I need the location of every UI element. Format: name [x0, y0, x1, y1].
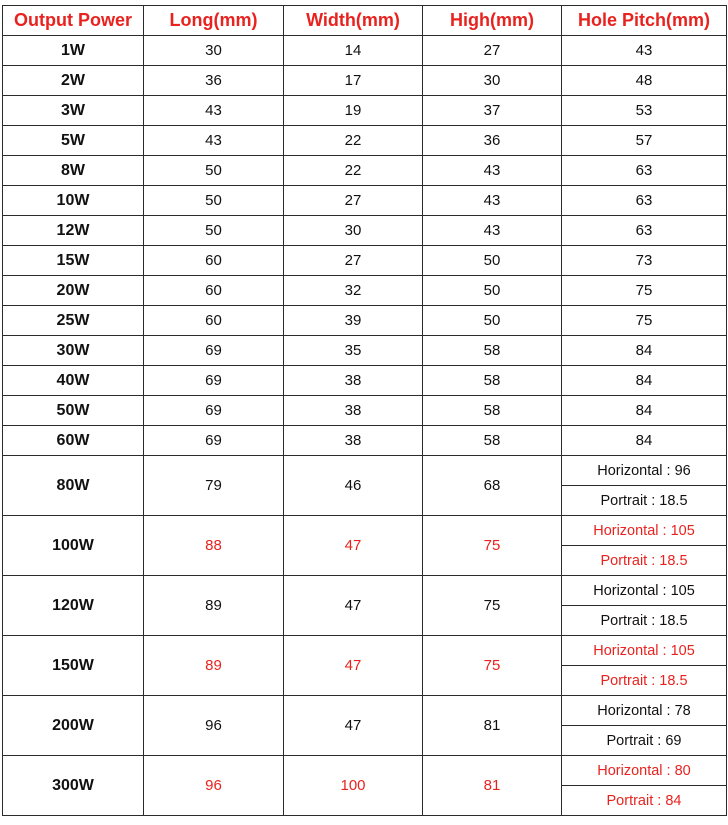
hole-pitch-cell: 57 [562, 126, 727, 156]
long-cell: 60 [144, 276, 284, 306]
long-cell: 69 [144, 366, 284, 396]
output-power-cell: 100W [3, 516, 144, 576]
hole-pitch-cell: 84 [562, 336, 727, 366]
hole-pitch-cell: 84 [562, 396, 727, 426]
high-cell: 81 [423, 696, 562, 756]
header-width: Width(mm) [284, 6, 423, 36]
table-row [3, 516, 727, 546]
table-row [3, 36, 727, 66]
high-cell: 36 [423, 126, 562, 156]
width-cell: 47 [284, 636, 423, 696]
table-row [3, 126, 727, 156]
high-cell: 75 [423, 516, 562, 576]
output-power-cell: 50W [3, 396, 144, 426]
long-cell: 36 [144, 66, 284, 96]
high-cell: 43 [423, 186, 562, 216]
high-cell: 75 [423, 636, 562, 696]
table-row [3, 456, 727, 486]
hole-pitch-cell: Portrait : 18.5 [562, 666, 727, 696]
high-cell: 37 [423, 96, 562, 126]
hole-pitch-cell: Portrait : 18.5 [562, 606, 727, 636]
long-cell: 89 [144, 576, 284, 636]
width-cell: 22 [284, 156, 423, 186]
high-cell: 50 [423, 246, 562, 276]
output-power-cell: 8W [3, 156, 144, 186]
output-power-cell: 25W [3, 306, 144, 336]
width-cell: 32 [284, 276, 423, 306]
header-high: High(mm) [423, 6, 562, 36]
long-cell: 50 [144, 216, 284, 246]
width-cell: 47 [284, 516, 423, 576]
table-row [3, 306, 727, 336]
table-row [3, 66, 727, 96]
long-cell: 50 [144, 156, 284, 186]
hole-pitch-cell: Horizontal : 105 [562, 576, 727, 606]
output-power-cell: 150W [3, 636, 144, 696]
hole-pitch-cell: Horizontal : 78 [562, 696, 727, 726]
width-cell: 38 [284, 396, 423, 426]
width-cell: 38 [284, 426, 423, 456]
header-hole-pitch: Hole Pitch(mm) [562, 6, 727, 36]
high-cell: 58 [423, 396, 562, 426]
table-body [3, 36, 727, 816]
high-cell: 43 [423, 156, 562, 186]
output-power-cell: 12W [3, 216, 144, 246]
high-cell: 75 [423, 576, 562, 636]
table-row [3, 636, 727, 666]
long-cell: 60 [144, 306, 284, 336]
table-row [3, 396, 727, 426]
hole-pitch-cell: Portrait : 18.5 [562, 546, 727, 576]
table-header [3, 6, 727, 36]
output-power-cell: 40W [3, 366, 144, 396]
high-cell: 27 [423, 36, 562, 66]
table-row [3, 156, 727, 186]
output-power-cell: 20W [3, 276, 144, 306]
width-cell: 39 [284, 306, 423, 336]
hole-pitch-cell: Horizontal : 105 [562, 516, 727, 546]
long-cell: 69 [144, 426, 284, 456]
long-cell: 79 [144, 456, 284, 516]
output-power-cell: 120W [3, 576, 144, 636]
hole-pitch-cell: 53 [562, 96, 727, 126]
width-cell: 14 [284, 36, 423, 66]
hole-pitch-cell: 75 [562, 306, 727, 336]
high-cell: 68 [423, 456, 562, 516]
output-power-cell: 3W [3, 96, 144, 126]
hole-pitch-cell: 43 [562, 36, 727, 66]
hole-pitch-cell: Horizontal : 96 [562, 456, 727, 486]
output-power-cell: 30W [3, 336, 144, 366]
output-power-cell: 15W [3, 246, 144, 276]
hole-pitch-cell: 63 [562, 156, 727, 186]
hole-pitch-cell: 73 [562, 246, 727, 276]
table-row [3, 756, 727, 786]
hole-pitch-cell: 75 [562, 276, 727, 306]
long-cell: 60 [144, 246, 284, 276]
header-output-power: Output Power [3, 6, 144, 36]
long-cell: 69 [144, 336, 284, 366]
output-power-cell: 80W [3, 456, 144, 516]
table-row [3, 276, 727, 306]
long-cell: 89 [144, 636, 284, 696]
output-power-cell: 2W [3, 66, 144, 96]
long-cell: 69 [144, 396, 284, 426]
table-row [3, 246, 727, 276]
table-row [3, 216, 727, 246]
output-power-cell: 60W [3, 426, 144, 456]
high-cell: 50 [423, 306, 562, 336]
table-row [3, 336, 727, 366]
high-cell: 58 [423, 336, 562, 366]
high-cell: 43 [423, 216, 562, 246]
hole-pitch-cell: Portrait : 69 [562, 726, 727, 756]
table-row [3, 426, 727, 456]
table-row [3, 576, 727, 606]
hole-pitch-cell: 63 [562, 216, 727, 246]
long-cell: 50 [144, 186, 284, 216]
output-power-cell: 5W [3, 126, 144, 156]
table-row [3, 696, 727, 726]
table-row [3, 186, 727, 216]
hole-pitch-cell: Portrait : 18.5 [562, 486, 727, 516]
high-cell: 81 [423, 756, 562, 816]
output-power-cell: 1W [3, 36, 144, 66]
long-cell: 88 [144, 516, 284, 576]
table-row [3, 96, 727, 126]
high-cell: 58 [423, 366, 562, 396]
high-cell: 50 [423, 276, 562, 306]
hole-pitch-cell: 84 [562, 426, 727, 456]
width-cell: 47 [284, 696, 423, 756]
high-cell: 58 [423, 426, 562, 456]
width-cell: 19 [284, 96, 423, 126]
width-cell: 47 [284, 576, 423, 636]
width-cell: 46 [284, 456, 423, 516]
width-cell: 100 [284, 756, 423, 816]
hole-pitch-cell: 63 [562, 186, 727, 216]
hole-pitch-cell: Portrait : 84 [562, 786, 727, 816]
hole-pitch-cell: 84 [562, 366, 727, 396]
hole-pitch-cell: Horizontal : 105 [562, 636, 727, 666]
width-cell: 35 [284, 336, 423, 366]
hole-pitch-cell: Horizontal : 80 [562, 756, 727, 786]
long-cell: 43 [144, 126, 284, 156]
width-cell: 27 [284, 246, 423, 276]
output-power-cell: 10W [3, 186, 144, 216]
output-power-cell: 300W [3, 756, 144, 816]
width-cell: 17 [284, 66, 423, 96]
output-power-cell: 200W [3, 696, 144, 756]
width-cell: 38 [284, 366, 423, 396]
spec-table [2, 5, 727, 816]
long-cell: 43 [144, 96, 284, 126]
long-cell: 96 [144, 756, 284, 816]
width-cell: 30 [284, 216, 423, 246]
long-cell: 30 [144, 36, 284, 66]
width-cell: 22 [284, 126, 423, 156]
header-long: Long(mm) [144, 6, 284, 36]
width-cell: 27 [284, 186, 423, 216]
hole-pitch-cell: 48 [562, 66, 727, 96]
high-cell: 30 [423, 66, 562, 96]
long-cell: 96 [144, 696, 284, 756]
table-row [3, 366, 727, 396]
header-row [3, 6, 727, 36]
